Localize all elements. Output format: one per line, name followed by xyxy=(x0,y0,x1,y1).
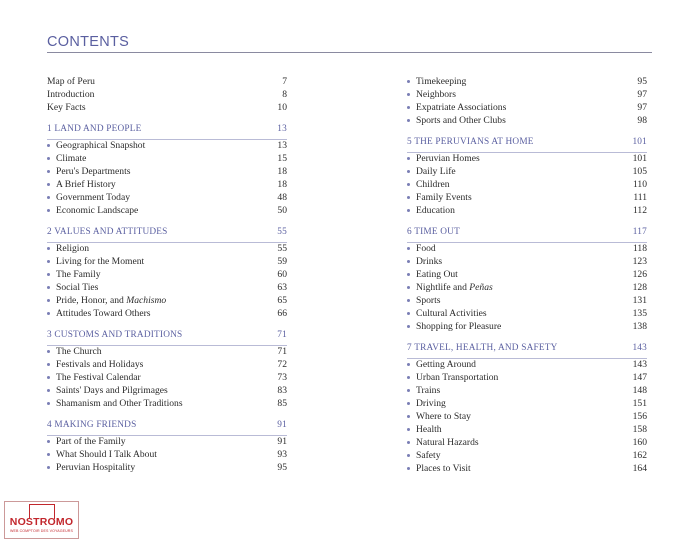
toc-entry-page: 131 xyxy=(632,295,647,306)
toc-entry-page: 98 xyxy=(637,115,647,126)
chapter-page: 13 xyxy=(277,124,287,134)
toc-entry-label: Geographical Snapshot xyxy=(56,140,146,151)
toc-entry-page: 59 xyxy=(277,256,287,267)
toc-entry-page: 162 xyxy=(632,450,647,461)
toc-entry-label: Climate xyxy=(56,153,87,164)
toc-subentry[interactable] xyxy=(47,448,287,461)
toc-subentry[interactable] xyxy=(47,152,287,165)
toc-entry-page: 112 xyxy=(632,205,647,216)
bullet-icon xyxy=(407,196,410,199)
toc-entry-label: Festivals and Holidays xyxy=(56,359,144,370)
toc-entry-page: 95 xyxy=(277,462,287,473)
bullet-icon xyxy=(407,273,410,276)
bullet-icon xyxy=(47,312,50,315)
toc-entry-page: 7 xyxy=(282,76,287,87)
bullet-icon xyxy=(407,376,410,379)
toc-entry-page: 97 xyxy=(637,102,647,113)
toc-subentry[interactable] xyxy=(47,345,287,358)
toc-entry-label: Safety xyxy=(416,450,441,461)
toc-subentry[interactable] xyxy=(407,191,647,204)
bullet-icon xyxy=(47,170,50,173)
toc-entry-label: Natural Hazards xyxy=(416,437,479,448)
toc-subentry[interactable] xyxy=(407,101,647,114)
toc-subentry[interactable] xyxy=(47,165,287,178)
bullet-icon xyxy=(407,286,410,289)
toc-entry-label: Neighbors xyxy=(416,89,456,100)
chapter-title: 4 MAKING FRIENDS xyxy=(47,420,137,430)
toc-entry-label: Cultural Activities xyxy=(416,308,487,319)
toc-entry-page: 93 xyxy=(277,449,287,460)
toc-entry-label: Sports xyxy=(416,295,441,306)
bullet-icon xyxy=(407,312,410,315)
chapter-heading[interactable] xyxy=(407,135,647,150)
toc-entry-page: 111 xyxy=(633,192,647,203)
toc-entry-label: Social Ties xyxy=(56,282,99,293)
toc-subentry[interactable] xyxy=(47,255,287,268)
toc-entry-page: 151 xyxy=(632,398,647,409)
chapter-heading[interactable] xyxy=(47,418,287,433)
chapter-page: 55 xyxy=(277,227,287,237)
toc-subentry[interactable] xyxy=(47,307,287,320)
chapter-heading[interactable] xyxy=(47,122,287,137)
bullet-icon xyxy=(47,196,50,199)
chapter-heading[interactable] xyxy=(47,225,287,240)
page-title: CONTENTS xyxy=(47,34,130,50)
bullet-icon xyxy=(47,363,50,366)
bullet-icon xyxy=(47,389,50,392)
toc-entry-label: Government Today xyxy=(56,192,131,203)
toc-entry-page: 48 xyxy=(277,192,287,203)
toc-subentry[interactable] xyxy=(407,114,647,127)
toc-entry-page: 164 xyxy=(632,463,647,474)
toc-subentry[interactable] xyxy=(407,255,647,268)
toc-entry-label: Children xyxy=(416,179,450,190)
toc-entry-page: 73 xyxy=(277,372,287,383)
toc-subentry[interactable] xyxy=(47,242,287,255)
toc-entry-page: 105 xyxy=(632,166,647,177)
toc-entry-label: Health xyxy=(416,424,442,435)
chapter-page: 143 xyxy=(632,343,647,353)
bullet-icon xyxy=(47,286,50,289)
toc-entry-label: Economic Landscape xyxy=(56,205,139,216)
toc-subentry[interactable] xyxy=(407,307,647,320)
toc-subentry[interactable] xyxy=(407,462,647,475)
toc-entry-page: 123 xyxy=(632,256,647,267)
toc-subentry[interactable] xyxy=(407,178,647,191)
toc-entry-page: 18 xyxy=(277,166,287,177)
toc-entry-page: 143 xyxy=(632,359,647,370)
toc-entry-page: 160 xyxy=(632,437,647,448)
toc-subentry[interactable] xyxy=(407,436,647,449)
toc-subentry[interactable] xyxy=(47,384,287,397)
toc-subentry[interactable] xyxy=(407,294,647,307)
toc-subentry[interactable] xyxy=(407,358,647,371)
toc-subentry[interactable] xyxy=(407,449,647,462)
toc-subentry[interactable] xyxy=(407,281,647,294)
toc-entry-label: Timekeeping xyxy=(416,76,467,87)
bullet-icon xyxy=(47,376,50,379)
bullet-icon xyxy=(407,157,410,160)
bullet-icon xyxy=(407,402,410,405)
toc-entry-label: Map of Peru xyxy=(47,76,95,87)
bullet-icon xyxy=(407,80,410,83)
chapter-page: 71 xyxy=(277,330,287,340)
toc-entry-page: 85 xyxy=(277,398,287,409)
toc-subentry[interactable] xyxy=(47,435,287,448)
bullet-icon xyxy=(47,453,50,456)
toc-entry-label: Saints' Days and Pilgrimages xyxy=(56,385,168,396)
toc-subentry[interactable] xyxy=(47,204,287,217)
chapter-page: 101 xyxy=(632,137,647,147)
toc-subentry[interactable] xyxy=(407,397,647,410)
toc-entry-page: 135 xyxy=(632,308,647,319)
toc-entry-label: Peruvian Hospitality xyxy=(56,462,136,473)
toc-entry-page: 60 xyxy=(277,269,287,280)
toc-subentry[interactable] xyxy=(407,152,647,165)
toc-entry-page: 148 xyxy=(632,385,647,396)
bullet-icon xyxy=(47,299,50,302)
toc-entry-label: Living for the Moment xyxy=(56,256,145,267)
toc-entry-page: 10 xyxy=(277,102,287,113)
bullet-icon xyxy=(407,106,410,109)
bullet-icon xyxy=(47,260,50,263)
bullet-icon xyxy=(407,454,410,457)
toc-entry-label: Education xyxy=(416,205,455,216)
toc-entry-label: Pride, Honor, and Machismo xyxy=(56,295,167,306)
bullet-icon xyxy=(407,260,410,263)
toc-entry-label: The Festival Calendar xyxy=(56,372,141,383)
nostromo-watermark-logo xyxy=(4,501,79,539)
bullet-icon xyxy=(47,440,50,443)
toc-subentry[interactable] xyxy=(407,204,647,217)
toc-entry-page: 147 xyxy=(632,372,647,383)
toc-entry-page: 55 xyxy=(277,243,287,254)
toc-entry-label: Daily Life xyxy=(416,166,456,177)
chapter-page: 91 xyxy=(277,420,287,430)
toc-entry-page: 118 xyxy=(632,243,647,254)
toc-entry-label: Drinks xyxy=(416,256,443,267)
toc-entry-label: The Family xyxy=(56,269,101,280)
logo-tagline: WEB COMPTOIR DES VOYAGEURS xyxy=(10,529,73,533)
toc-entry-label: Trains xyxy=(416,385,441,396)
toc-subentry[interactable] xyxy=(47,281,287,294)
bullet-icon xyxy=(47,466,50,469)
bullet-icon xyxy=(407,467,410,470)
toc-subentry[interactable] xyxy=(47,397,287,410)
chapter-title: 2 VALUES AND ATTITUDES xyxy=(47,227,168,237)
toc-front-entry[interactable] xyxy=(47,101,287,114)
toc-entry-label: Family Events xyxy=(416,192,472,203)
toc-subentry[interactable] xyxy=(407,242,647,255)
toc-entry-label: Getting Around xyxy=(416,359,476,370)
toc-entry-page: 8 xyxy=(282,89,287,100)
toc-entry-page: 18 xyxy=(277,179,287,190)
bullet-icon xyxy=(47,402,50,405)
toc-entry-label: Eating Out xyxy=(416,269,458,280)
bullet-icon xyxy=(407,209,410,212)
toc-entry-page: 101 xyxy=(632,153,647,164)
toc-entry-page: 13 xyxy=(277,140,287,151)
bullet-icon xyxy=(407,389,410,392)
toc-subentry[interactable] xyxy=(47,461,287,474)
logo-name: NOSTROMO xyxy=(9,516,74,528)
toc-entry-label: What Should I Talk About xyxy=(56,449,157,460)
chapter-heading[interactable] xyxy=(47,328,287,343)
bullet-icon xyxy=(407,183,410,186)
toc-entry-page: 65 xyxy=(277,295,287,306)
toc-subentry[interactable] xyxy=(407,88,647,101)
chapter-heading[interactable] xyxy=(407,341,647,356)
toc-entry-label: Sports and Other Clubs xyxy=(416,115,506,126)
toc-front-entry[interactable] xyxy=(47,88,287,101)
toc-entry-page: 128 xyxy=(632,282,647,293)
toc-entry-label: Peru's Departments xyxy=(56,166,131,177)
toc-entry-page: 63 xyxy=(277,282,287,293)
toc-left-column xyxy=(47,75,287,474)
toc-entry-label: The Church xyxy=(56,346,102,357)
chapter-title: 7 TRAVEL, HEALTH, AND SAFETY xyxy=(407,343,558,353)
toc-subentry[interactable] xyxy=(407,410,647,423)
toc-entry-label: Nightlife and Peñas xyxy=(416,282,493,293)
toc-entry-label: Key Facts xyxy=(47,102,86,113)
toc-entry-page: 95 xyxy=(637,76,647,87)
toc-subentry[interactable] xyxy=(407,384,647,397)
chapter-page: 117 xyxy=(632,227,647,237)
toc-subentry[interactable] xyxy=(47,268,287,281)
bullet-icon xyxy=(47,273,50,276)
toc-entry-page: 138 xyxy=(632,321,647,332)
toc-subentry[interactable] xyxy=(407,371,647,384)
toc-entry-label: Food xyxy=(416,243,436,254)
toc-entry-label: Introduction xyxy=(47,89,95,100)
toc-entry-page: 66 xyxy=(277,308,287,319)
toc-entry-page: 126 xyxy=(632,269,647,280)
toc-entry-page: 71 xyxy=(277,346,287,357)
toc-subentry[interactable] xyxy=(47,294,287,307)
bullet-icon xyxy=(47,144,50,147)
toc-entry-page: 72 xyxy=(277,359,287,370)
bullet-icon xyxy=(407,119,410,122)
chapter-title: 6 TIME OUT xyxy=(407,227,460,237)
toc-entry-label: Shamanism and Other Traditions xyxy=(56,398,183,409)
toc-entry-page: 156 xyxy=(632,411,647,422)
toc-subentry[interactable] xyxy=(407,423,647,436)
bullet-icon xyxy=(47,350,50,353)
toc-subentry[interactable] xyxy=(47,178,287,191)
toc-entry-label: Shopping for Pleasure xyxy=(416,321,502,332)
bullet-icon xyxy=(407,441,410,444)
toc-entry-label: Urban Transportation xyxy=(416,372,499,383)
title-divider xyxy=(47,52,652,53)
toc-entry-label: Attitudes Toward Others xyxy=(56,308,151,319)
toc-subentry[interactable] xyxy=(47,358,287,371)
bullet-icon xyxy=(407,299,410,302)
chapter-heading[interactable] xyxy=(407,225,647,240)
toc-entry-label: Places to Visit xyxy=(416,463,471,474)
toc-entry-label: Peruvian Homes xyxy=(416,153,480,164)
bullet-icon xyxy=(47,209,50,212)
toc-front-entry[interactable] xyxy=(47,75,287,88)
bullet-icon xyxy=(407,325,410,328)
toc-subentry[interactable] xyxy=(407,75,647,88)
toc-entry-page: 50 xyxy=(277,205,287,216)
chapter-title: 5 THE PERUVIANS AT HOME xyxy=(407,137,534,147)
bullet-icon xyxy=(407,247,410,250)
bullet-icon xyxy=(47,157,50,160)
chapter-title: 1 LAND AND PEOPLE xyxy=(47,124,142,134)
toc-entry-page: 91 xyxy=(277,436,287,447)
bullet-icon xyxy=(407,93,410,96)
toc-entry-label: Religion xyxy=(56,243,90,254)
chapter-title: 3 CUSTOMS AND TRADITIONS xyxy=(47,330,183,340)
toc-entry-page: 83 xyxy=(277,385,287,396)
toc-subentry[interactable] xyxy=(407,165,647,178)
toc-right-column xyxy=(407,75,647,475)
bullet-icon xyxy=(407,428,410,431)
toc-entry-label: A Brief History xyxy=(56,179,116,190)
toc-subentry[interactable] xyxy=(407,320,647,333)
toc-subentry[interactable] xyxy=(47,191,287,204)
toc-subentry[interactable] xyxy=(407,268,647,281)
bullet-icon xyxy=(407,170,410,173)
bullet-icon xyxy=(47,247,50,250)
toc-entry-page: 15 xyxy=(277,153,287,164)
bullet-icon xyxy=(47,183,50,186)
toc-entry-page: 110 xyxy=(632,179,647,190)
toc-entry-page: 97 xyxy=(637,89,647,100)
toc-subentry[interactable] xyxy=(47,139,287,152)
toc-entry-page: 158 xyxy=(632,424,647,435)
bullet-icon xyxy=(407,415,410,418)
bullet-icon xyxy=(407,363,410,366)
toc-entry-label: Where to Stay xyxy=(416,411,471,422)
toc-subentry[interactable] xyxy=(47,371,287,384)
toc-entry-label: Part of the Family xyxy=(56,436,126,447)
toc-entry-label: Expatriate Associations xyxy=(416,102,507,113)
toc-entry-label: Driving xyxy=(416,398,446,409)
